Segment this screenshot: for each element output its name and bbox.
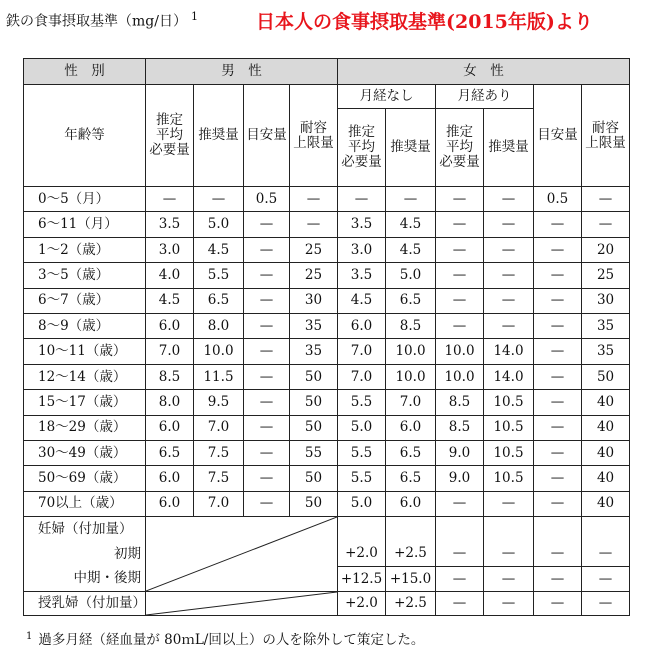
cell: — <box>436 491 484 516</box>
cell: 40 <box>582 390 630 415</box>
cell: +2.0 <box>338 592 386 616</box>
cell: — <box>582 592 630 616</box>
age-label: 1～2（歳） <box>24 237 146 262</box>
cell: — <box>146 187 194 212</box>
age-label: 3～5（歳） <box>24 263 146 288</box>
cell: 14.0 <box>484 339 534 364</box>
cell: 50 <box>290 466 338 491</box>
table-row <box>24 440 630 465</box>
cell: 7.5 <box>194 440 244 465</box>
not-applicable-cell <box>146 517 338 592</box>
cell: — <box>436 592 484 616</box>
cell: — <box>244 339 290 364</box>
header-menstruation: 月経あり <box>436 85 534 109</box>
age-label: 12～14（歳） <box>24 364 146 389</box>
cell: 10.0 <box>386 364 436 389</box>
cell: 6.0 <box>146 466 194 491</box>
footnote-text: 過多月経（経血量が 80ｍL/回以上）の人を除外して策定した。 <box>38 632 425 648</box>
header-f1-rda: 推奨量 <box>386 109 436 187</box>
cell: 9.0 <box>436 440 484 465</box>
pregnant-early-label: 初期 <box>24 542 146 567</box>
cell: 6.0 <box>146 491 194 516</box>
cell: — <box>244 415 290 440</box>
age-label: 6～7（歳） <box>24 288 146 313</box>
table-title-text: 鉄の食事摂取基準（mg/日） <box>6 13 187 30</box>
cell: — <box>534 542 582 567</box>
table-title <box>6 10 198 31</box>
cell: +15.0 <box>386 567 436 592</box>
cell: 35 <box>582 313 630 338</box>
table-row <box>24 364 630 389</box>
cell: — <box>484 491 534 516</box>
cell: 5.5 <box>194 263 244 288</box>
table-row <box>24 187 630 212</box>
cell: 7.0 <box>338 339 386 364</box>
cell: +12.5 <box>338 567 386 592</box>
cell: — <box>194 187 244 212</box>
cell: 30 <box>290 288 338 313</box>
cell: 7.0 <box>386 390 436 415</box>
cell: — <box>484 542 534 567</box>
cell: — <box>484 592 534 616</box>
cell: 5.0 <box>386 263 436 288</box>
age-label: 30～49（歳） <box>24 440 146 465</box>
cell: 6.5 <box>386 466 436 491</box>
cell: — <box>338 187 386 212</box>
cell: — <box>534 466 582 491</box>
cell: 3.5 <box>338 263 386 288</box>
cell: 4.5 <box>338 288 386 313</box>
cell: 11.5 <box>194 364 244 389</box>
cell: 7.0 <box>194 415 244 440</box>
cell: 4.5 <box>386 237 436 262</box>
cell: — <box>436 237 484 262</box>
diagonal-line <box>146 592 337 615</box>
cell: — <box>484 187 534 212</box>
cell: — <box>534 592 582 616</box>
lactating-label: 授乳婦（付加量） <box>24 592 146 616</box>
cell: 10.5 <box>484 466 534 491</box>
header-row-sex <box>24 59 630 85</box>
cell: — <box>534 567 582 592</box>
cell: — <box>582 542 630 567</box>
age-label: 8～9（歳） <box>24 313 146 338</box>
pregnant-label-row <box>24 517 630 542</box>
source-title: 日本人の食事摂取基準(2015年版)より <box>256 11 593 33</box>
table-row <box>24 288 630 313</box>
cell: — <box>484 212 534 237</box>
cell: — <box>244 288 290 313</box>
cell: — <box>244 440 290 465</box>
cell: — <box>436 567 484 592</box>
cell: +2.0 <box>338 542 386 567</box>
table-row <box>24 390 630 415</box>
cell: — <box>244 364 290 389</box>
cell: — <box>290 187 338 212</box>
cell: — <box>534 415 582 440</box>
cell: 8.5 <box>436 390 484 415</box>
header-sex: 性 別 <box>24 59 146 85</box>
cell: 6.0 <box>338 313 386 338</box>
cell: 5.0 <box>338 491 386 516</box>
cell: 14.0 <box>484 364 534 389</box>
cell: 10.0 <box>436 364 484 389</box>
cell: 5.5 <box>338 390 386 415</box>
diagonal-line <box>146 517 337 591</box>
cell: 10.5 <box>484 440 534 465</box>
cell: — <box>484 313 534 338</box>
cell: 10.0 <box>436 339 484 364</box>
cell: 3.0 <box>338 237 386 262</box>
table-row <box>24 491 630 516</box>
cell: 25 <box>290 263 338 288</box>
cell: 3.5 <box>338 212 386 237</box>
cell: — <box>436 187 484 212</box>
header-male-ul: 耐容 上限量 <box>290 85 338 187</box>
cell: 6.5 <box>194 288 244 313</box>
cell: — <box>534 288 582 313</box>
table-row <box>24 339 630 364</box>
cell: — <box>436 263 484 288</box>
cell: 10.0 <box>194 339 244 364</box>
cell: 3.0 <box>146 237 194 262</box>
cell: 5.5 <box>338 466 386 491</box>
table-body <box>24 187 630 616</box>
cell: — <box>244 212 290 237</box>
age-label: 15～17（歳） <box>24 390 146 415</box>
cell: — <box>582 212 630 237</box>
cell: — <box>534 313 582 338</box>
cell: 10.5 <box>484 390 534 415</box>
cell: 8.0 <box>146 390 194 415</box>
cell: 9.5 <box>194 390 244 415</box>
cell: — <box>436 288 484 313</box>
cell: — <box>534 237 582 262</box>
cell: — <box>244 237 290 262</box>
header-row-menstruation <box>24 85 630 109</box>
cell: — <box>290 212 338 237</box>
header-f2-ear: 推定 平均 必要量 <box>436 109 484 187</box>
cell: 0.5 <box>244 187 290 212</box>
lactating-row <box>24 592 630 616</box>
cell: — <box>484 237 534 262</box>
cell: 55 <box>290 440 338 465</box>
cell: — <box>436 542 484 567</box>
cell: — <box>534 212 582 237</box>
footnote-number: 1 <box>26 630 33 642</box>
cell: — <box>582 567 630 592</box>
cell: 7.0 <box>338 364 386 389</box>
cell: 4.5 <box>146 288 194 313</box>
cell: 6.5 <box>146 440 194 465</box>
footnote-mark: 1 <box>190 10 198 23</box>
cell: — <box>244 466 290 491</box>
header-no-menstruation: 月経なし <box>338 85 436 109</box>
table-row <box>24 212 630 237</box>
cell: 5.0 <box>194 212 244 237</box>
footnote <box>26 628 424 648</box>
cell: 10.0 <box>386 339 436 364</box>
cell: 50 <box>290 491 338 516</box>
table-row <box>24 415 630 440</box>
cell: — <box>484 263 534 288</box>
pregnant-mid-late-label: 中期・後期 <box>24 567 146 592</box>
cell: 50 <box>290 364 338 389</box>
cell: 7.0 <box>194 491 244 516</box>
cell: — <box>244 313 290 338</box>
cell: 25 <box>290 237 338 262</box>
header-age: 年齢等 <box>24 85 146 187</box>
cell: 40 <box>582 440 630 465</box>
cell: 50 <box>582 364 630 389</box>
cell: 0.5 <box>534 187 582 212</box>
header-female: 女 性 <box>338 59 630 85</box>
cell: 6.5 <box>386 440 436 465</box>
cell: — <box>244 491 290 516</box>
header-f1-ear: 推定 平均 必要量 <box>338 109 386 187</box>
header-male: 男 性 <box>146 59 338 85</box>
cell: — <box>436 313 484 338</box>
age-label: 50～69（歳） <box>24 466 146 491</box>
cell: — <box>534 263 582 288</box>
cell: 10.5 <box>484 415 534 440</box>
header-f2-rda: 推奨量 <box>484 109 534 187</box>
cell: 6.0 <box>146 415 194 440</box>
cell: 25 <box>582 263 630 288</box>
age-label: 0～5（月） <box>24 187 146 212</box>
cell: 4.5 <box>194 237 244 262</box>
header-female-ai: 目安量 <box>534 85 582 187</box>
cell: 6.0 <box>386 415 436 440</box>
cell: 8.5 <box>436 415 484 440</box>
not-applicable-cell <box>146 592 338 616</box>
cell: 7.5 <box>194 466 244 491</box>
age-label: 70以上（歳） <box>24 491 146 516</box>
iron-intake-table <box>23 58 630 616</box>
cell: 20 <box>582 237 630 262</box>
cell: — <box>484 288 534 313</box>
cell: 9.0 <box>436 466 484 491</box>
cell: 35 <box>582 339 630 364</box>
cell: — <box>386 187 436 212</box>
cell: — <box>244 263 290 288</box>
cell: 4.5 <box>386 212 436 237</box>
cell: — <box>484 567 534 592</box>
header-male-ear: 推定 平均 必要量 <box>146 85 194 187</box>
cell: 6.0 <box>386 491 436 516</box>
header-male-rda: 推奨量 <box>194 85 244 187</box>
cell: 8.5 <box>146 364 194 389</box>
cell: 50 <box>290 390 338 415</box>
cell: — <box>436 212 484 237</box>
cell: — <box>534 390 582 415</box>
cell: 7.0 <box>146 339 194 364</box>
cell: 8.0 <box>194 313 244 338</box>
cell: — <box>534 339 582 364</box>
cell: 4.0 <box>146 263 194 288</box>
cell: 40 <box>582 491 630 516</box>
cell: — <box>534 491 582 516</box>
header-male-ai: 目安量 <box>244 85 290 187</box>
cell: 6.0 <box>146 313 194 338</box>
cell: — <box>534 440 582 465</box>
age-label: 18～29（歳） <box>24 415 146 440</box>
cell: +2.5 <box>386 592 436 616</box>
cell: 30 <box>582 288 630 313</box>
cell: — <box>244 390 290 415</box>
table-row <box>24 237 630 262</box>
table-row <box>24 466 630 491</box>
cell: 40 <box>582 415 630 440</box>
cell: 40 <box>582 466 630 491</box>
cell: 3.5 <box>146 212 194 237</box>
cell: 35 <box>290 313 338 338</box>
table-row <box>24 263 630 288</box>
header-female-ul: 耐容 上限量 <box>582 85 630 187</box>
cell: — <box>534 364 582 389</box>
age-label: 10～11（歳） <box>24 339 146 364</box>
cell: 6.5 <box>386 288 436 313</box>
pregnant-label: 妊婦（付加量） <box>24 517 146 542</box>
age-label: 6～11（月） <box>24 212 146 237</box>
cell: — <box>582 187 630 212</box>
cell: 8.5 <box>386 313 436 338</box>
cell: 5.0 <box>338 415 386 440</box>
cell: 35 <box>290 339 338 364</box>
cell: 5.5 <box>338 440 386 465</box>
cell: +2.5 <box>386 542 436 567</box>
cell: 50 <box>290 415 338 440</box>
table-row <box>24 313 630 338</box>
